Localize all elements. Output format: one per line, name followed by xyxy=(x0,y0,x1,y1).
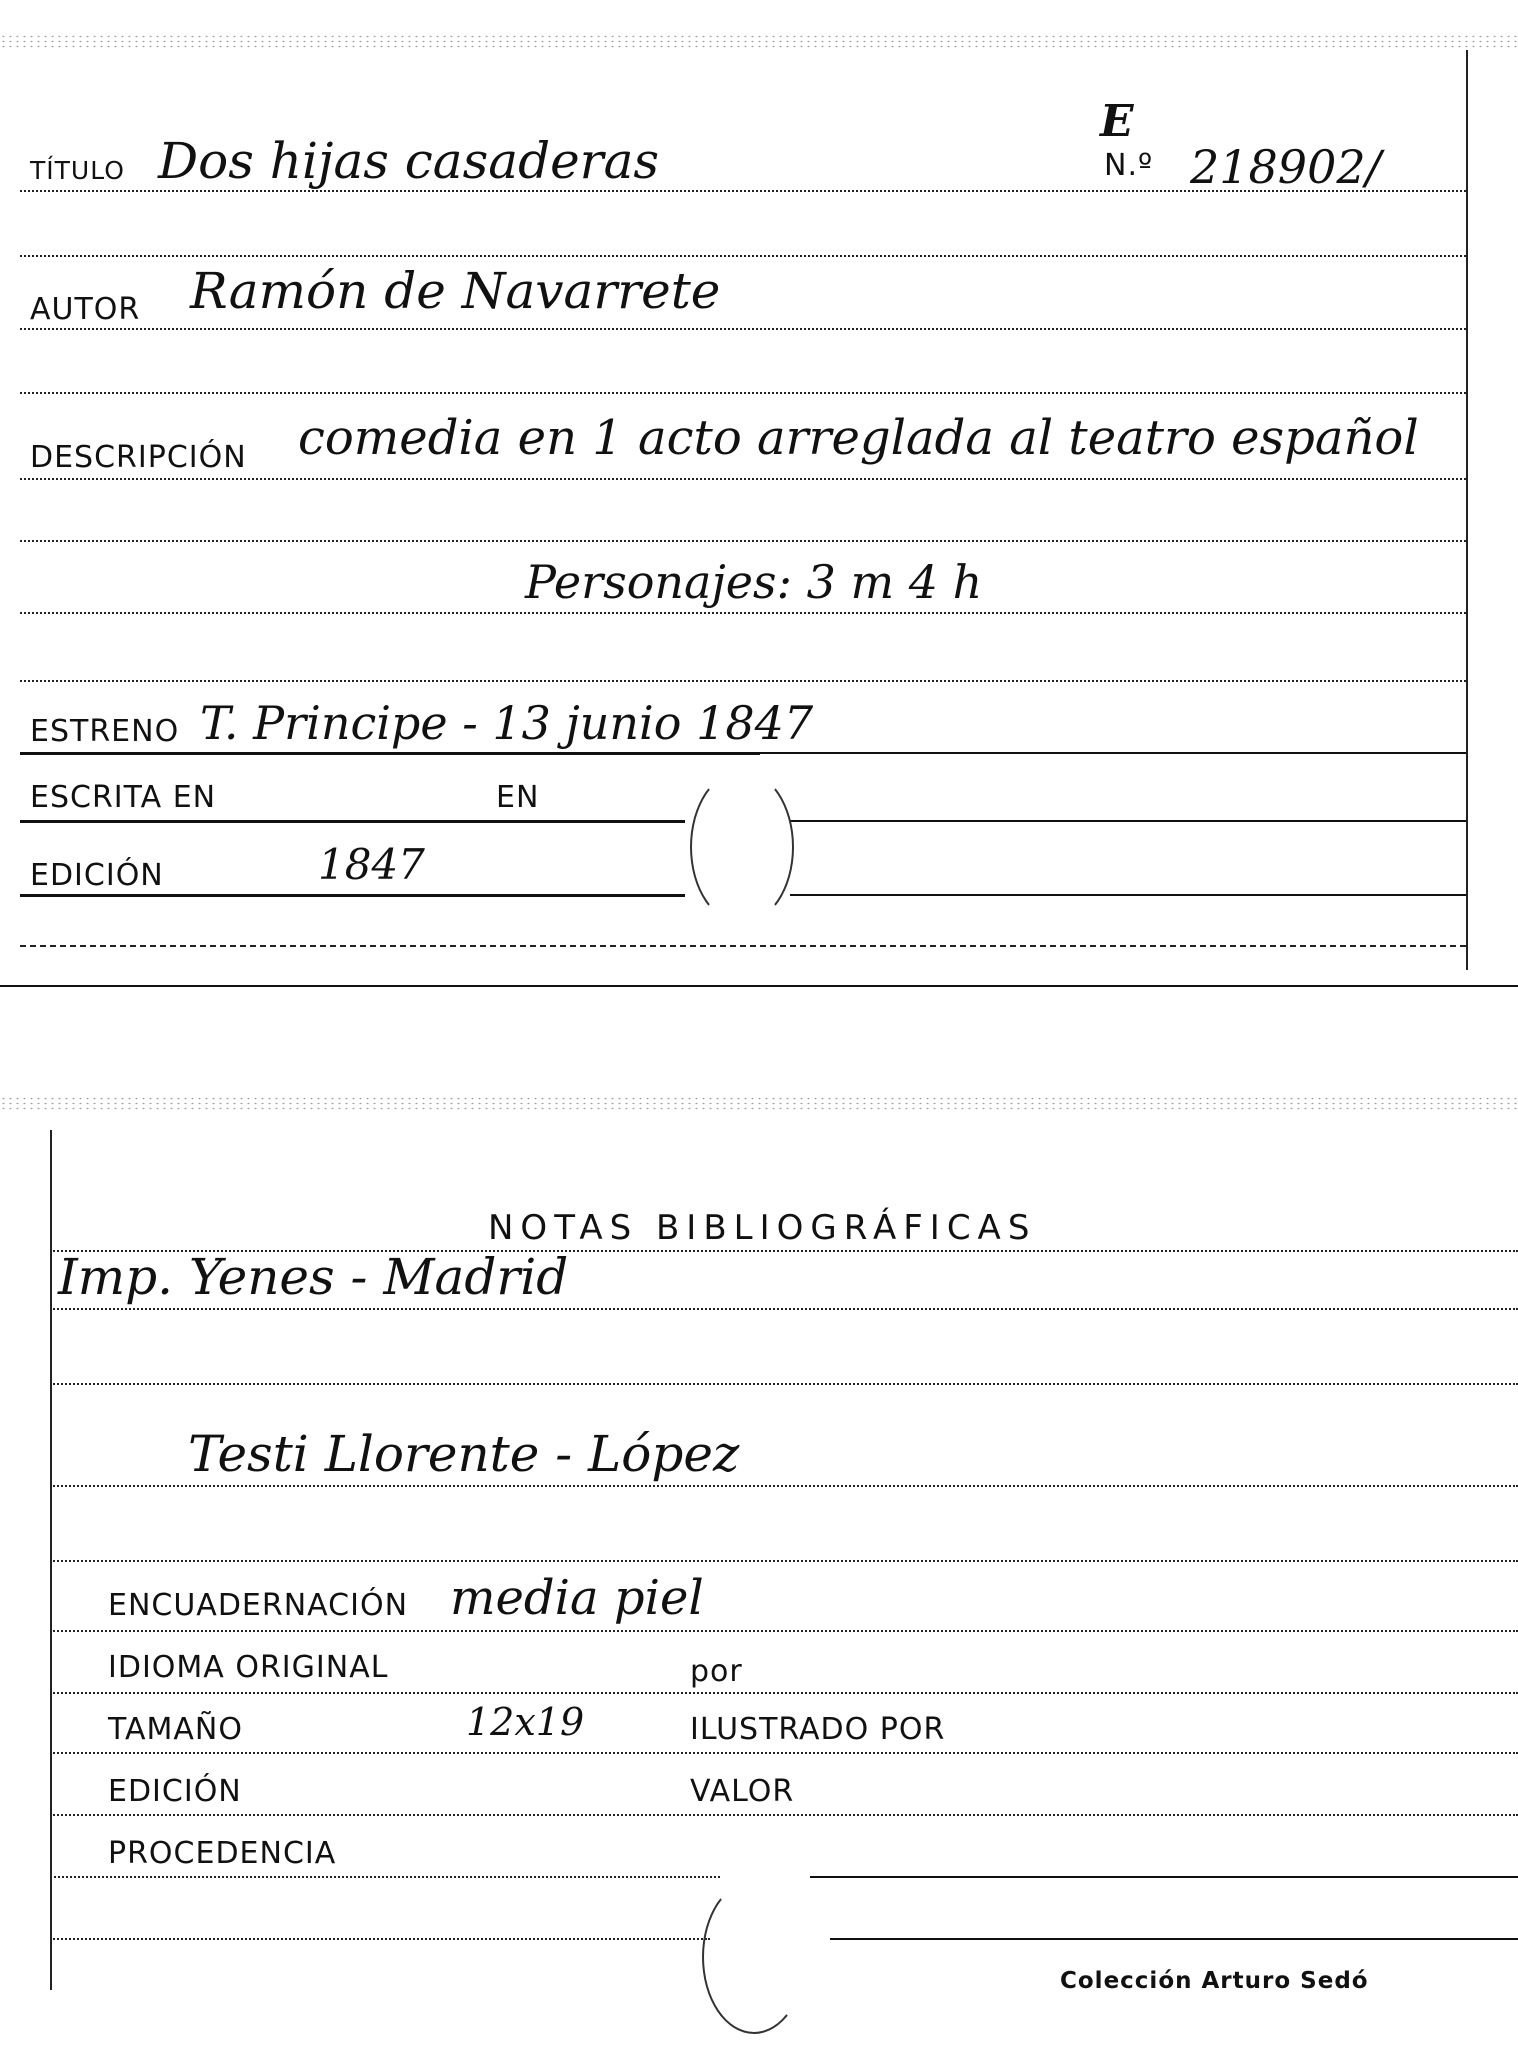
description-label: DESCRIPCIÓN xyxy=(30,440,247,475)
author-line xyxy=(20,328,1466,330)
binding-value: media piel xyxy=(450,1570,704,1626)
binding-label: ENCUADERNACIÓN xyxy=(108,1588,409,1623)
size-label: TAMAÑO xyxy=(108,1712,243,1747)
provenance-line-right xyxy=(810,1876,1518,1878)
edition-line xyxy=(50,1814,1518,1816)
by-label: por xyxy=(690,1654,743,1689)
blank-line-2 xyxy=(20,392,1466,394)
premiere-line xyxy=(20,752,760,755)
title-value: Dos hijas casaderas xyxy=(158,132,660,190)
note-line-1: Imp. Yenes - Madrid xyxy=(58,1248,569,1306)
edition-label: EDICIÓN xyxy=(30,858,164,893)
card-separator xyxy=(0,985,1518,987)
author-value: Ramón de Navarrete xyxy=(190,262,721,320)
notes-heading: NOTAS BIBLIOGRÁFICAS xyxy=(488,1208,1037,1248)
value-label: VALOR xyxy=(690,1774,795,1809)
edition-line xyxy=(20,894,685,897)
note-rule-2 xyxy=(50,1383,1518,1385)
written-in-line xyxy=(20,820,685,823)
binding-line xyxy=(50,1630,1518,1632)
note-rule-4 xyxy=(50,1560,1518,1562)
bottom-rule-right xyxy=(830,1938,1518,1940)
blank-line-3 xyxy=(20,540,1466,542)
written-in-label: ESCRITA EN xyxy=(30,780,217,815)
stamp-mark xyxy=(690,770,794,924)
original-language-line xyxy=(50,1692,1518,1694)
blank-line-4 xyxy=(20,680,1466,682)
premiere-label: ESTRENO xyxy=(30,714,180,749)
card-right-border xyxy=(1466,50,1468,970)
card-top-edge xyxy=(0,34,1518,50)
illustrated-by-label: ILUSTRADO POR xyxy=(690,1712,946,1747)
size-line xyxy=(50,1752,1518,1754)
catalog-card-front xyxy=(0,0,1518,990)
edition-value: 1847 xyxy=(318,840,425,889)
provenance-label: PROCEDENCIA xyxy=(108,1836,337,1871)
number-value: 218902/ xyxy=(1190,140,1382,194)
note-line-2: Testi Llorente - López xyxy=(188,1425,740,1483)
blank-line-1 xyxy=(20,255,1466,257)
collection-label: Colección Arturo Sedó xyxy=(1060,1968,1369,1994)
description-line xyxy=(20,478,1466,480)
stamp-mark xyxy=(702,1880,806,2034)
edition-line-right xyxy=(790,894,1466,896)
title-label: TÍTULO xyxy=(30,156,125,185)
provenance-line xyxy=(50,1876,720,1878)
card-top-edge xyxy=(0,1096,1518,1112)
author-label: AUTOR xyxy=(30,292,141,327)
premiere-value: T. Principe - 13 junio 1847 xyxy=(200,696,814,750)
en-label: EN xyxy=(496,780,540,815)
written-in-line-right xyxy=(790,820,1466,822)
front-bottom-dashes xyxy=(20,945,1466,947)
number-label: N.º xyxy=(1104,148,1154,183)
description-value: comedia en 1 acto arreglada al teatro español xyxy=(298,410,1419,466)
characters-line xyxy=(20,612,1466,614)
catalog-card-back xyxy=(0,1080,1518,2056)
number-prefix: E xyxy=(1100,96,1134,147)
note-rule-1 xyxy=(50,1308,1518,1310)
premiere-line-right xyxy=(760,752,1466,754)
note-rule-3 xyxy=(50,1485,1518,1487)
back-edition-label: EDICIÓN xyxy=(108,1774,242,1809)
bottom-rule xyxy=(50,1938,710,1940)
title-line xyxy=(20,190,1466,192)
characters-value: Personajes: 3 m 4 h xyxy=(525,555,983,609)
original-language-label: IDIOMA ORIGINAL xyxy=(108,1650,389,1685)
size-value: 12x19 xyxy=(466,1700,585,1744)
